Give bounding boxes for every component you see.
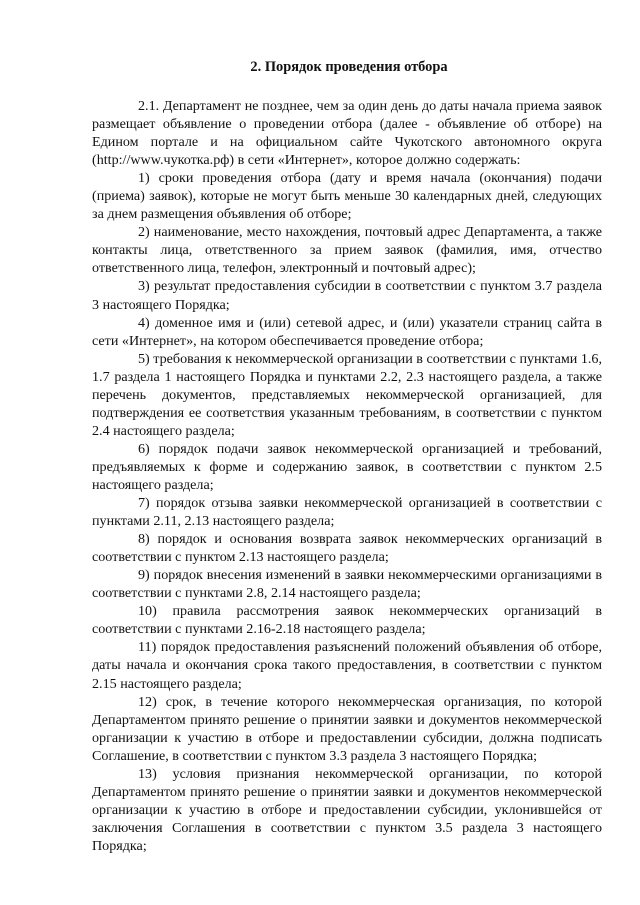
list-item-6: 6) порядок подачи заявок некоммерческой организацией и требований, предъявляемых к форме и содержанию заявок, в соответствии с пунктом 2.5 настоящего раздела; (92, 440, 602, 493)
paragraph-2-1: 2.1. Департамент не позднее, чем за один день до даты начала приема заявок размещает объявление о проведении отбора (далее - объявление об отборе) на Едином портале и на официальном сайте Чукотского автономного округа (http://www.чукотка.рф) в сети «Интернет», которое должно содержать: (92, 98, 602, 169)
list-item-7: 7) порядок отзыва заявки некоммерческой организацией в соответствии с пунктами 2.11, 2.13 настоящего раздела; (92, 495, 602, 530)
list-item-4: 4) доменное имя и (или) сетевой адрес, и (или) указатели страниц сайта в сети «Интернет», на котором обеспечивается проведение отбора; (92, 314, 602, 349)
list-item-10: 10) правила рассмотрения заявок некоммерческих организаций в соответствии с пунктами 2.16-2.18 настоящего раздела; (92, 603, 602, 638)
list-item-8: 8) порядок и основания возврата заявок некоммерческих организаций в соответствии с пунктом 2.13 настоящего раздела; (92, 531, 602, 566)
list-item-3: 3) результат предоставления субсидии в соответствии с пунктом 3.7 раздела 3 настоящего Порядка; (92, 278, 602, 313)
list-item-2: 2) наименование, место нахождения, почтовый адрес Департамента, а также контакты лица, ответственного за прием заявок (фамилия, имя, отчество ответственного лица, телефон, электронный и почтовый адрес); (92, 224, 602, 277)
document-page (92, 58, 602, 855)
list-item-12: 12) срок, в течение которого некоммерческая организация, по которой Департаментом принято решение о принятии заявки и документов некоммерческой организации к участию в отборе и предоставлении субсидии, должна подписать Соглашение, в соответствии с пунктом 3.3 раздела 3 настоящего Порядка; (92, 693, 602, 764)
section-heading: 2. Порядок проведения отбора (250, 59, 448, 75)
list-item-11: 11) порядок предоставления разъяснений положений объявления об отборе, даты начала и окончания срока такого предоставления, в соответствии с пунктом 2.15 настоящего раздела; (92, 639, 602, 692)
list-item-1: 1) сроки проведения отбора (дату и время начала (окончания) подачи (приема) заявок), которые не могут быть меньше 30 календарных дней, следующих за днем размещения объявления об отборе; (92, 170, 602, 223)
list-item-9: 9) порядок внесения изменений в заявки некоммерческими организациями в соответствии с пунктами 2.8, 2.14 настоящего раздела; (92, 567, 602, 602)
list-item-13: 13) условия признания некоммерческой организации, по которой Департаментом принято решение о принятии заявки и документов некоммерческой организации к участию в отборе и предоставлении субсидии, уклонившейся от заключения Соглашения в соответствии с пунктом 3.5 раздела 3 настоящего Порядка; (92, 765, 602, 854)
list-item-5: 5) требования к некоммерческой организации в соответствии с пунктами 1.6, 1.7 раздела 1 настоящего Порядка и пунктами 2.2, 2.3 настоящего раздела, а также перечень документов, представляемых некоммерческой организацией, для подтверждения ее соответствия указанным требованиям, в соответствии с пунктом 2.4 настоящего раздела; (92, 350, 602, 439)
